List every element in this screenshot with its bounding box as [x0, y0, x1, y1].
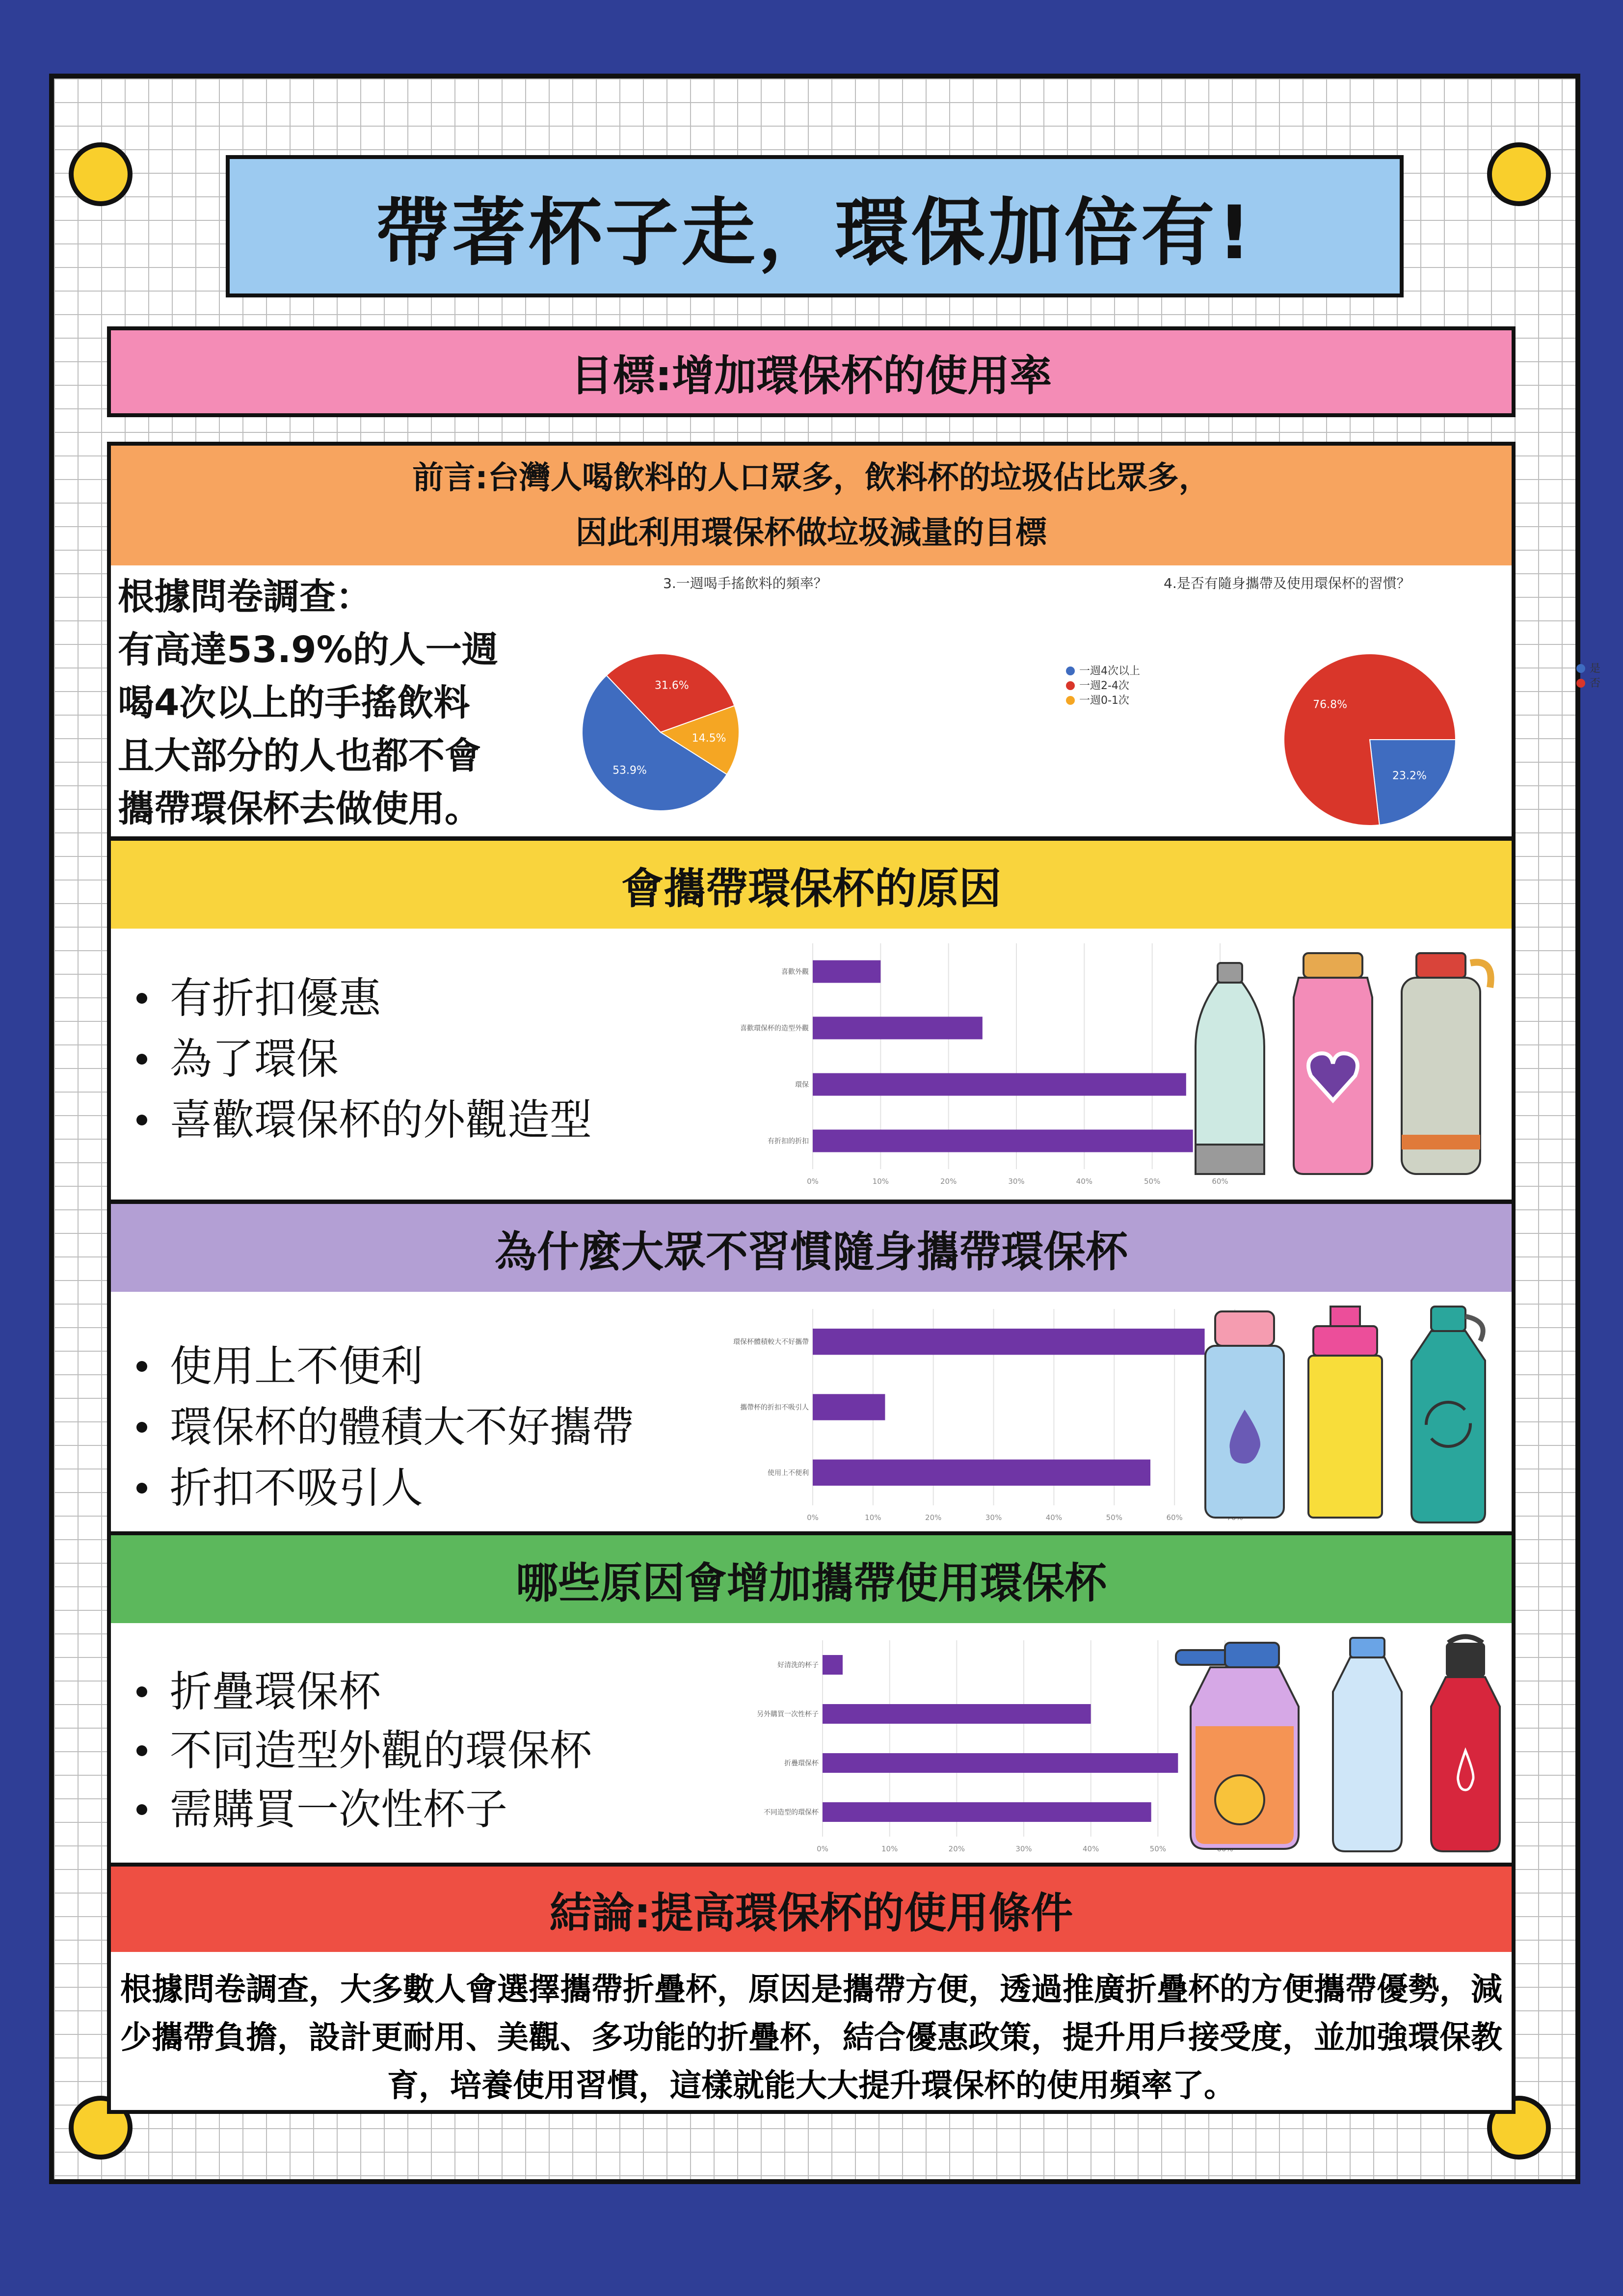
- category-label: 折疊環保杯: [784, 1760, 819, 1767]
- bar: [813, 961, 880, 983]
- water-bottle-icon: [1205, 1311, 1284, 1518]
- bottle-icon: [1431, 1637, 1500, 1852]
- legend-label: 一週0-1次: [1079, 694, 1129, 707]
- survey-summary: [118, 570, 498, 835]
- tick-label: 0%: [807, 1513, 819, 1522]
- legend-swatch: [1066, 667, 1075, 675]
- poster-title: 帶著杯子走，環保加倍有!: [226, 155, 1404, 297]
- category-label: 好清洗的杯子: [777, 1661, 819, 1669]
- why-not-list: [126, 1336, 634, 1519]
- pie-slice: [1370, 740, 1456, 825]
- why-not-section: [107, 1292, 1516, 1537]
- survey-section: [107, 565, 1601, 840]
- tick-label: 40%: [1076, 1177, 1093, 1186]
- tick-label: 30%: [1015, 1844, 1032, 1853]
- bar: [813, 1394, 885, 1420]
- category-label: 喜歡外觀: [781, 968, 809, 976]
- why-not-bar-chart: [690, 1299, 1240, 1530]
- chart-title: 4.是否有隨身攜帶及使用環保杯的習慣？: [1164, 575, 1410, 591]
- list-item: 不同造型外觀的環保杯: [126, 1721, 592, 1780]
- intro-line: 因此利用環保杯做垃圾減量的目標: [576, 515, 1047, 551]
- reasons-bar-chart: [700, 938, 1240, 1194]
- chart-title: 3.一週喝手搖飲料的頻率？: [663, 575, 827, 591]
- legend-swatch: [1576, 664, 1585, 673]
- category-label: 另外購買一次性杯子: [757, 1710, 819, 1718]
- slice-label: 23.2%: [1392, 770, 1427, 782]
- bottle-icons: [1191, 948, 1505, 1184]
- slice-label: 31.6%: [654, 679, 689, 692]
- bar: [823, 1704, 1091, 1724]
- tick-label: 20%: [925, 1513, 942, 1522]
- bottle-icon: [1196, 963, 1264, 1174]
- increase-list: [126, 1662, 592, 1839]
- tick-label: 10%: [881, 1844, 898, 1853]
- list-item: 有折扣優惠: [126, 968, 592, 1029]
- conclusion-text: 根據問卷調查，大多數人會選擇攜帶折疊杯，原因是攜帶方便，透過推廣折疊杯的方便攜帶優勢，減少攜帶負擔，設計更耐用、美觀、多功能的折疊杯，結合優惠政策，提升用戶接受度，並加強環保教育，培養使用習慣，這樣就能大大提升環保杯的使用頻率了。: [107, 1952, 1516, 2114]
- tick-label: 40%: [1082, 1844, 1099, 1853]
- reasons-section: [107, 929, 1516, 1203]
- category-label: 喜歡環保杯的造型外觀: [740, 1024, 809, 1033]
- legend-swatch: [1576, 679, 1585, 688]
- bottle-icon: [1402, 953, 1491, 1174]
- category-label: 不同造型的環保杯: [764, 1809, 819, 1816]
- bottle-icon: [1411, 1307, 1485, 1522]
- slice-label: 53.9%: [612, 764, 647, 777]
- list-item: 為了環保: [126, 1029, 592, 1090]
- intro-banner: [107, 442, 1516, 569]
- tick-label: 10%: [872, 1177, 889, 1186]
- tick-label: 30%: [1008, 1177, 1025, 1186]
- summary-line: 根據問卷調查：: [118, 576, 372, 618]
- legend-label: 否: [1590, 677, 1601, 690]
- increase-section: [107, 1623, 1516, 1869]
- bottle-icons: [1200, 1302, 1505, 1527]
- summary-line: 且大部分的人也都不會: [118, 735, 481, 777]
- legend-label: 是: [1590, 663, 1601, 675]
- reasons-header: 會攜帶環保杯的原因: [107, 837, 1516, 933]
- list-item: 需購買一次性杯子: [126, 1780, 592, 1839]
- legend-swatch: [1066, 681, 1075, 690]
- increase-bar-chart: [675, 1633, 1225, 1859]
- tick-label: 50%: [1106, 1513, 1122, 1522]
- tick-label: 10%: [865, 1513, 881, 1522]
- summary-line: 攜帶環保杯去做使用。: [118, 788, 481, 830]
- tick-label: 40%: [1045, 1513, 1063, 1522]
- tick-label: 30%: [985, 1513, 1002, 1522]
- bottle-icons: [1166, 1633, 1510, 1859]
- tick-label: 20%: [948, 1844, 965, 1853]
- conclusion-header: 結論:提高環保杯的使用條件: [107, 1863, 1516, 1956]
- tick-label: 0%: [807, 1177, 819, 1186]
- list-item: 折扣不吸引人: [126, 1458, 634, 1519]
- bar: [823, 1753, 1178, 1773]
- tick-label: 60%: [1166, 1513, 1183, 1522]
- pie-charts: [602, 570, 1601, 835]
- list-item: 喜歡環保杯的外觀造型: [126, 1090, 592, 1150]
- list-item: 使用上不便利: [126, 1336, 634, 1397]
- corner-dot-icon: [69, 142, 133, 206]
- why-not-header: 為什麼大眾不習慣隨身攜帶環保杯: [107, 1200, 1516, 1296]
- slice-label: 14.5%: [692, 732, 726, 745]
- bar: [813, 1329, 1205, 1355]
- tick-label: 50%: [1149, 1844, 1167, 1853]
- list-item: 折疊環保杯: [126, 1662, 592, 1721]
- category-label: 使用上不便利: [768, 1469, 809, 1477]
- bar: [813, 1460, 1150, 1486]
- legend-label: 一週2-4次: [1079, 680, 1129, 692]
- reasons-list: [126, 968, 592, 1150]
- slice-label: 76.8%: [1313, 698, 1348, 711]
- corner-dot-icon: [1487, 142, 1551, 206]
- bar: [823, 1655, 843, 1675]
- bar: [813, 1017, 983, 1040]
- tick-label: 20%: [940, 1177, 957, 1186]
- tumbler-icon: [1308, 1307, 1382, 1518]
- bar: [823, 1802, 1151, 1822]
- bar: [813, 1073, 1186, 1096]
- increase-header: 哪些原因會增加攜帶使用環保杯: [107, 1531, 1516, 1627]
- category-label: 環保: [795, 1081, 809, 1089]
- bottle-icon: [1294, 953, 1372, 1174]
- tick-label: 50%: [1144, 1177, 1161, 1186]
- category-label: 有折扣的折扣: [768, 1137, 809, 1146]
- intro-line: 前言:台灣人喝飲料的人口眾多，飲料杯的垃圾佔比眾多，: [412, 460, 1210, 496]
- list-item: 環保杯的體積大不好攜帶: [126, 1397, 634, 1458]
- legend-label: 一週4次以上: [1079, 665, 1140, 677]
- summary-line: 有高達53.9%的人一週: [118, 629, 498, 671]
- tick-label: 0%: [817, 1844, 828, 1853]
- summary-line: 喝4次以上的手搖飲料: [118, 682, 470, 724]
- goal-banner: 目標:增加環保杯的使用率: [107, 326, 1516, 417]
- tick-label: 60%: [1212, 1177, 1228, 1186]
- bottle-icon: [1333, 1638, 1402, 1851]
- category-label: 攜帶杯的折扣不吸引人: [740, 1404, 809, 1412]
- legend-swatch: [1066, 696, 1075, 705]
- category-label: 環保杯體積較大不好攜帶: [733, 1338, 809, 1346]
- water-bottle-icon: [1176, 1643, 1299, 1849]
- bar: [813, 1130, 1193, 1152]
